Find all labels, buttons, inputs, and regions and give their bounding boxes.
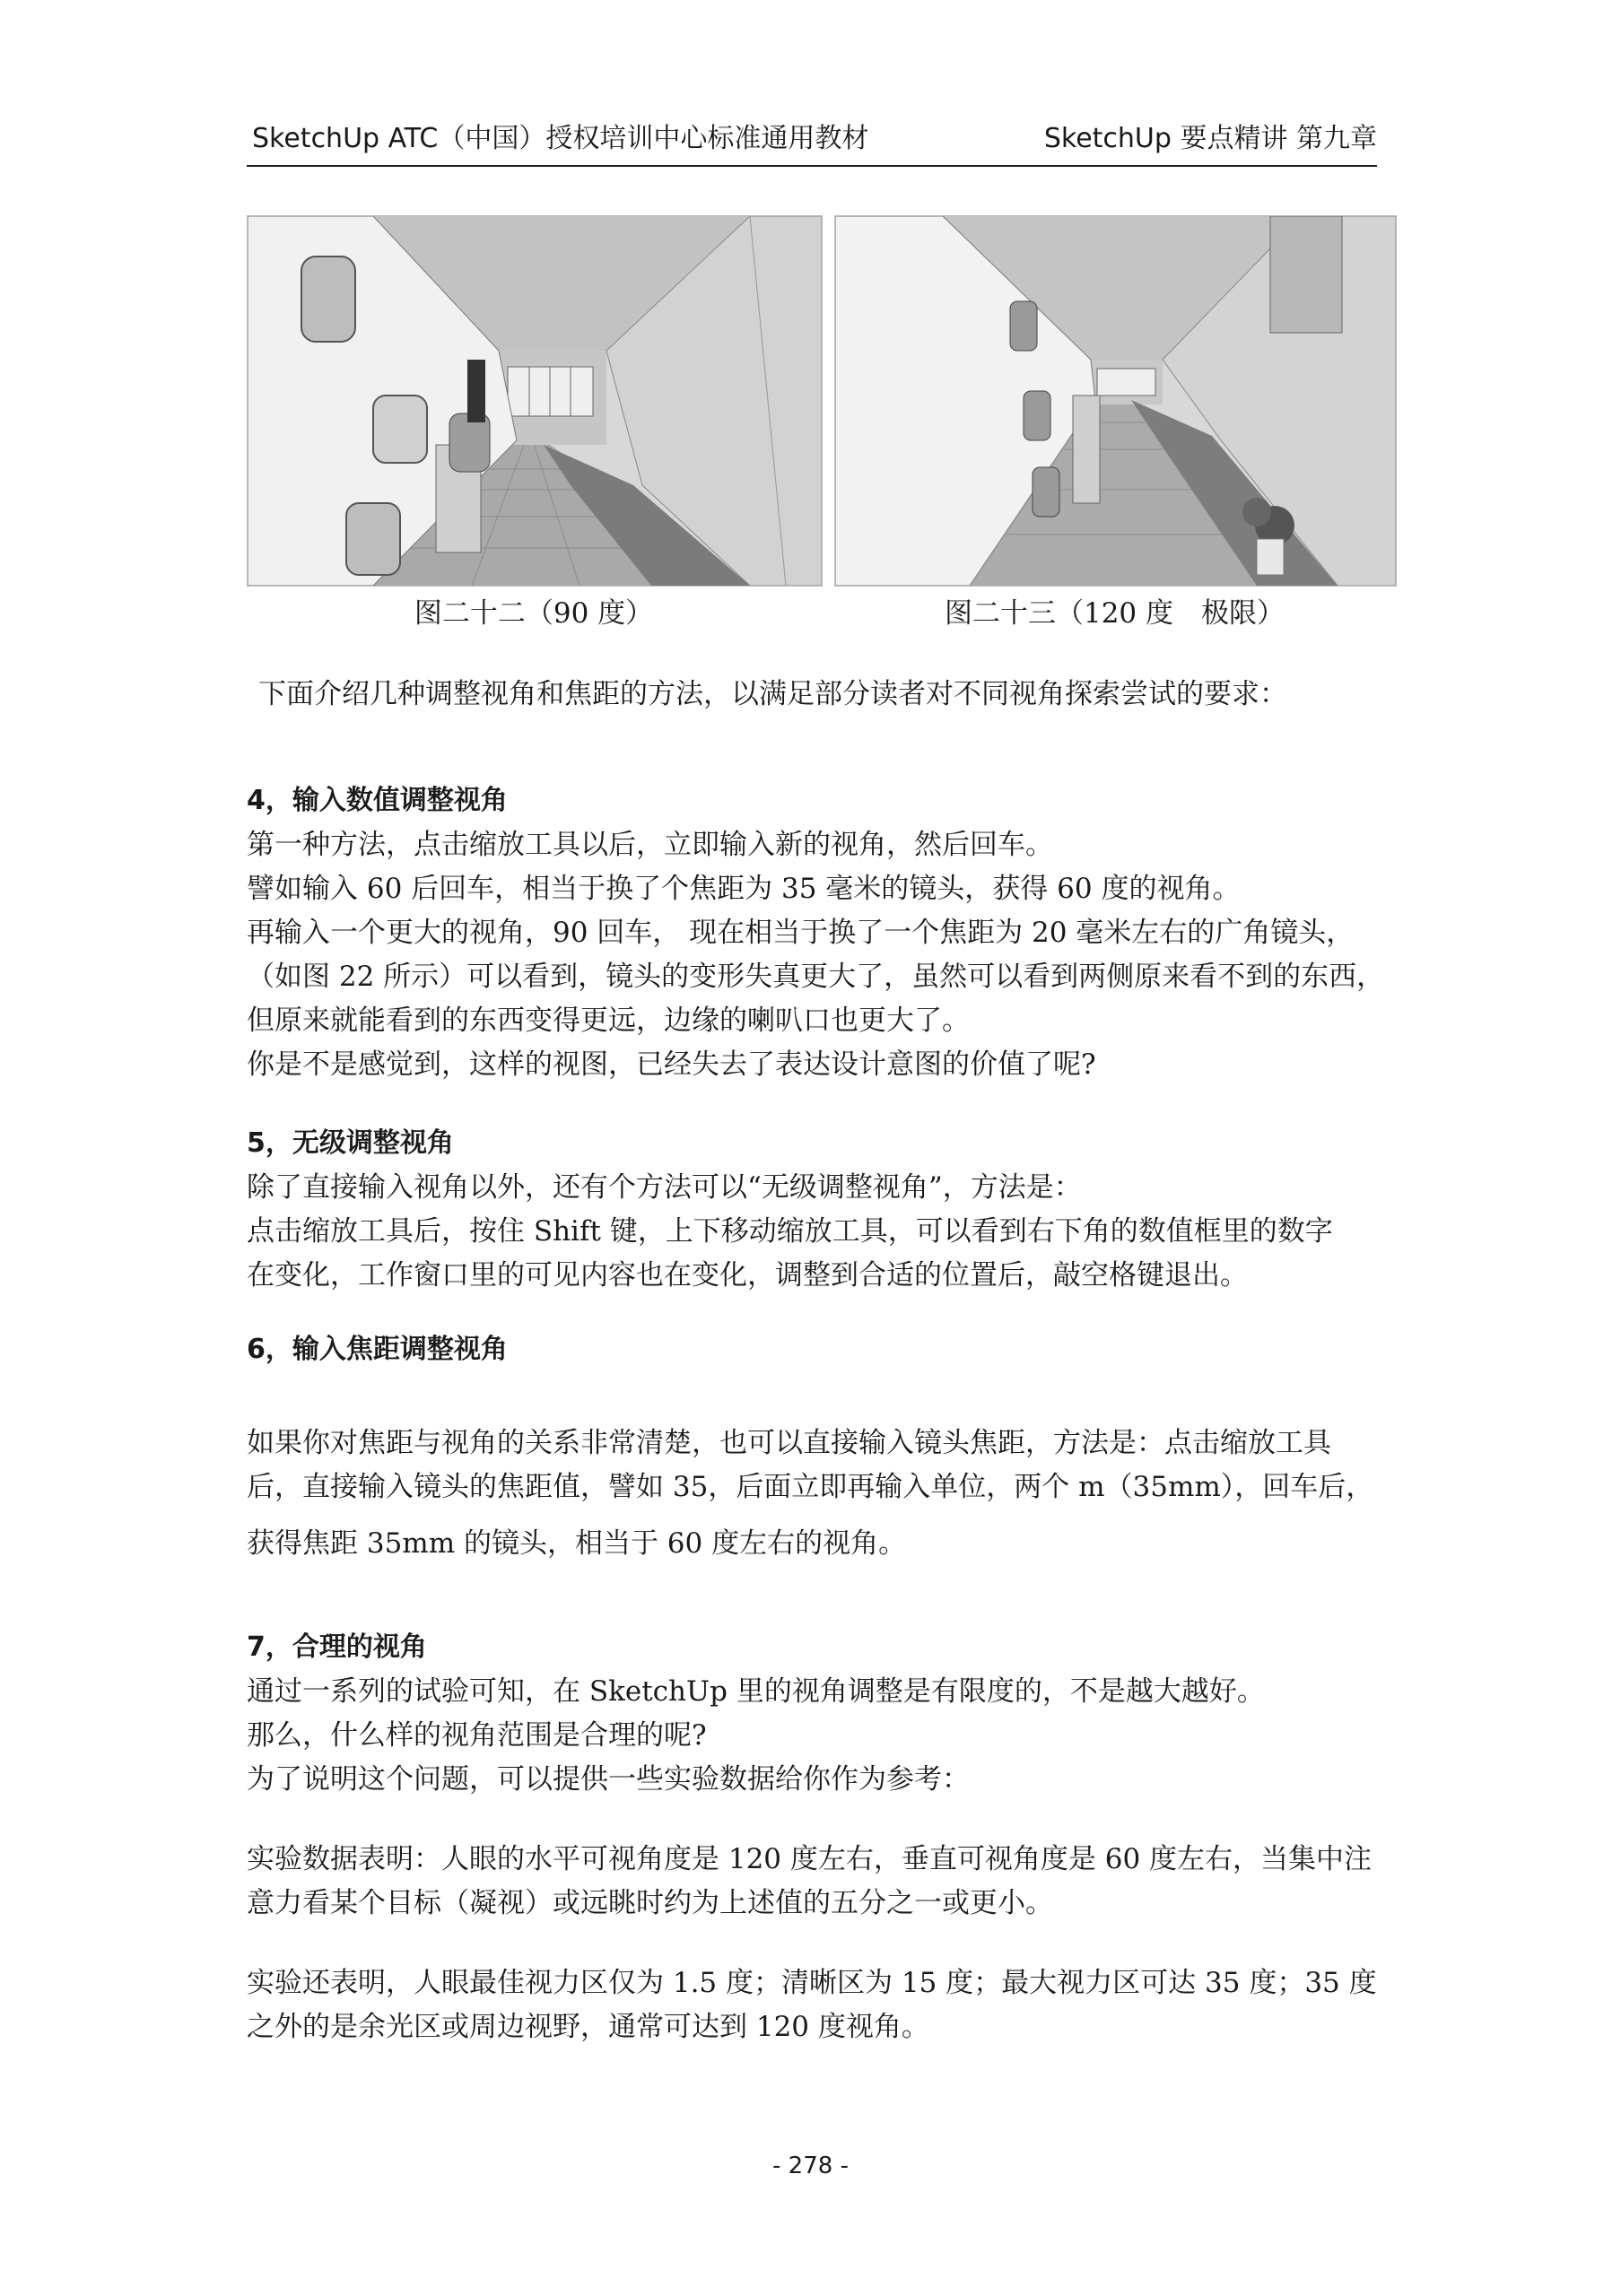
figure-23-image xyxy=(834,215,1397,587)
page-header xyxy=(247,113,1377,167)
section-heading: 4，输入数值调整视角 xyxy=(247,785,508,816)
paragraph-line: 在变化，工作窗口里的可见内容也在变化，调整到合适的位置后，敲空格键退出。 xyxy=(247,1259,1248,1292)
paragraph-line: 再输入一个更大的视角，90 回车， 现在相当于换了一个焦距为 20 毫米左右的广角镜头， xyxy=(247,917,1355,949)
paragraph-line: （如图 22 所示）可以看到，镜头的变形失真更大了，虽然可以看到两侧原来看不到的东西， xyxy=(247,961,1385,993)
paragraph-line: 除了直接输入视角以外，还有个方法可以“无级调整视角”，方法是： xyxy=(247,1171,1082,1204)
paragraph-line: 实验数据表明：人眼的水平可视角度是 120 度左右，垂直可视角度是 60 度左右，当集中注 xyxy=(247,1843,1373,1875)
section-7 xyxy=(247,1625,1404,2049)
header-book-title: SketchUp ATC（中国）授权培训中心标准通用教材 xyxy=(252,123,869,154)
paragraph-line: 为了说明这个问题，可以提供一些实验数据给你作为参考： xyxy=(247,1763,970,1796)
section-heading: 7，合理的视角 xyxy=(247,1631,427,1663)
figure-22-image xyxy=(247,215,823,587)
paragraph-line: 你是不是感觉到，这样的视图，已经失去了表达设计意图的价值了呢? xyxy=(247,1048,1096,1081)
paragraph-line: 之外的是余光区或周边视野，通常可达到 120 度视角。 xyxy=(247,2011,929,2043)
paragraph-line: 通过一系列的试验可知，在 SketchUp 里的视角调整是有限度的，不是越大越好。 xyxy=(247,1675,1265,1708)
paragraph-line: 如果你对焦距与视角的关系非常清楚，也可以直接输入镜头焦距，方法是：点击缩放工具 xyxy=(247,1427,1331,1459)
paragraph-line: 那么，什么样的视角范围是合理的呢? xyxy=(247,1719,707,1752)
paragraph-line: 但原来就能看到的东西变得更远，边缘的喇叭口也更大了。 xyxy=(247,1004,970,1037)
paragraph-line: 第一种方法，点击缩放工具以后，立即输入新的视角，然后回车。 xyxy=(247,829,1053,861)
section-4 xyxy=(247,778,1404,1087)
paragraph-line: 点击缩放工具后，按住 Shift 键，上下移动缩放工具，可以看到右下角的数值框里的数字 xyxy=(247,1215,1333,1248)
figure-23-caption: 图二十三（120 度 极限） xyxy=(944,597,1285,630)
paragraph-line: 实验还表明，人眼最佳视力区仅为 1.5 度；清晰区为 15 度；最大视力区可达 35 度；35 度 xyxy=(247,1967,1377,1999)
page-number: - 278 - xyxy=(772,2152,849,2179)
header-chapter-title: SketchUp 要点精讲 第九章 xyxy=(1043,123,1377,154)
paragraph-line: 意力看某个目标（凝视）或远眺时约为上述值的五分之一或更小。 xyxy=(247,1887,1053,1919)
section-6 xyxy=(247,1327,1404,1566)
paragraph-line: 获得焦距 35mm 的镜头，相当于 60 度左右的视角。 xyxy=(247,1527,907,1560)
intro-paragraph: 下面介绍几种调整视角和焦距的方法，以满足部分读者对不同视角探索尝试的要求： xyxy=(258,678,1287,710)
paragraph-line: 譬如输入 60 后回车，相当于换了个焦距为 35 毫米的镜头，获得 60 度的视角。 xyxy=(247,873,1241,905)
section-5 xyxy=(247,1121,1404,1298)
paragraph-line: 后，直接输入镜头的焦距值，譬如 35，后面立即再输入单位，两个 m（35mm），回车后， xyxy=(247,1471,1374,1503)
section-heading: 5，无级调整视角 xyxy=(247,1127,454,1159)
figure-22-caption: 图二十二（90 度） xyxy=(414,597,654,630)
section-heading: 6，输入焦距调整视角 xyxy=(247,1334,508,1365)
